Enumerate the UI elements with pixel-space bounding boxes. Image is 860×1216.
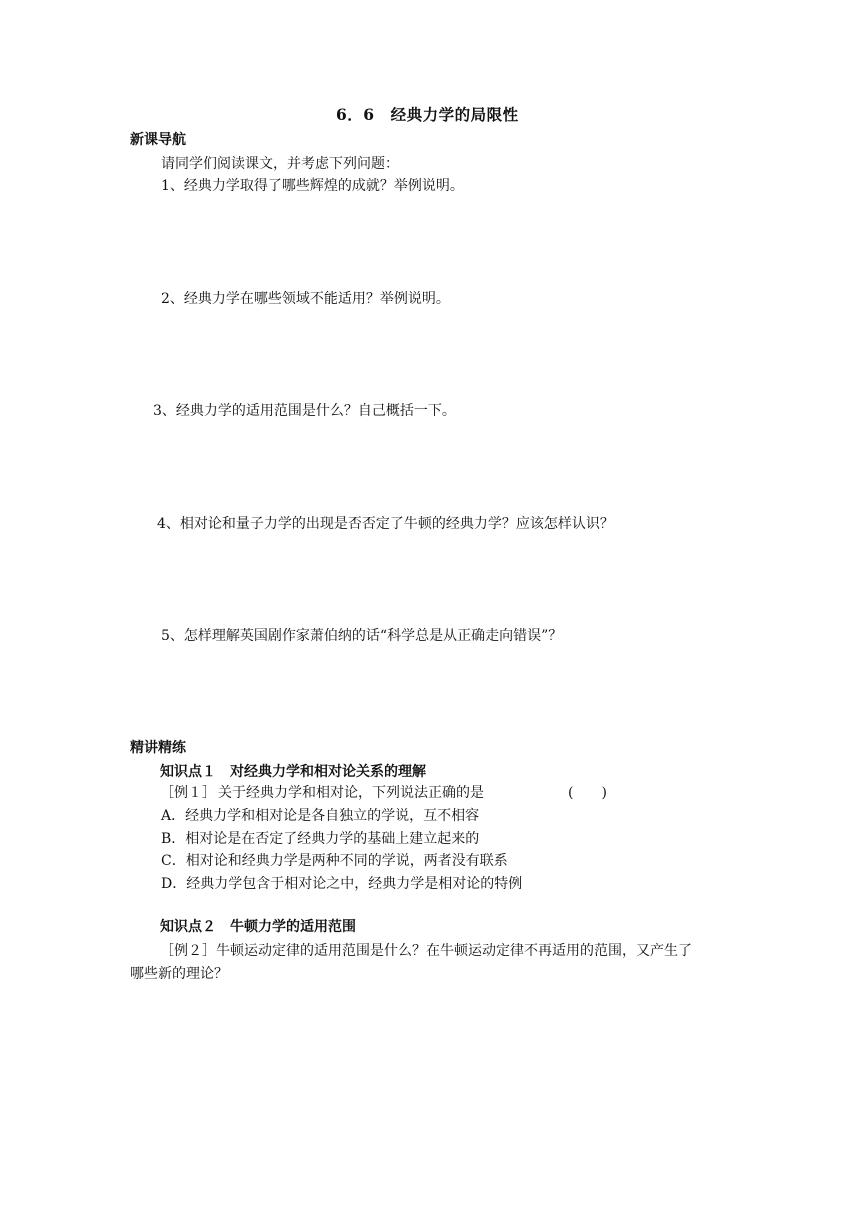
question-5: 5、怎样理解英国剧作家萧伯纳的话“科学总是从正确走向错误”？ bbox=[161, 628, 563, 644]
option-a: A．经典力学和相对论是各自独立的学说，互不相容 bbox=[161, 808, 480, 824]
answer-blank: ( ) bbox=[568, 785, 607, 801]
option-d: D．经典力学包含于相对论之中，经典力学是相对论的特例 bbox=[161, 876, 523, 892]
example-2-line-1: ［例２］牛顿运动定律的适用范围是什么？在牛顿运动定律不再适用的范围，又产生了 bbox=[160, 943, 692, 959]
intro-text: 请同学们阅读课文，并考虑下列问题： bbox=[161, 156, 399, 172]
knowledge-point-1-title: 知识点１ 对经典力学和相对论关系的理解 bbox=[160, 764, 426, 780]
example-2-line-2: 哪些新的理论？ bbox=[130, 966, 228, 982]
page-title: 6．6 经典力学的局限性 bbox=[336, 105, 519, 124]
example-1-text: 关于经典力学和相对论，下列说法正确的是 bbox=[218, 785, 484, 801]
question-2: 2、经典力学在哪些领域不能适用？举例说明。 bbox=[161, 291, 450, 307]
option-c: C．相对论和经典力学是两种不同的学说，两者没有联系 bbox=[161, 853, 508, 869]
knowledge-point-2-title: 知识点２ 牛顿力学的适用范围 bbox=[160, 919, 356, 935]
option-b: B．相对论是在否定了经典力学的基础上建立起来的 bbox=[161, 831, 480, 847]
section-heading-preview: 新课导航 bbox=[130, 132, 186, 148]
question-1: 1、经典力学取得了哪些辉煌的成就？举例说明。 bbox=[161, 178, 464, 194]
question-3: 3、经典力学的适用范围是什么？自己概括一下。 bbox=[153, 403, 456, 419]
example-1-label: ［例１］ bbox=[160, 785, 216, 801]
section-heading-practice: 精讲精练 bbox=[130, 740, 186, 756]
question-4: 4、相对论和量子力学的出现是否否定了牛顿的经典力学？应该怎样认识？ bbox=[157, 516, 614, 532]
